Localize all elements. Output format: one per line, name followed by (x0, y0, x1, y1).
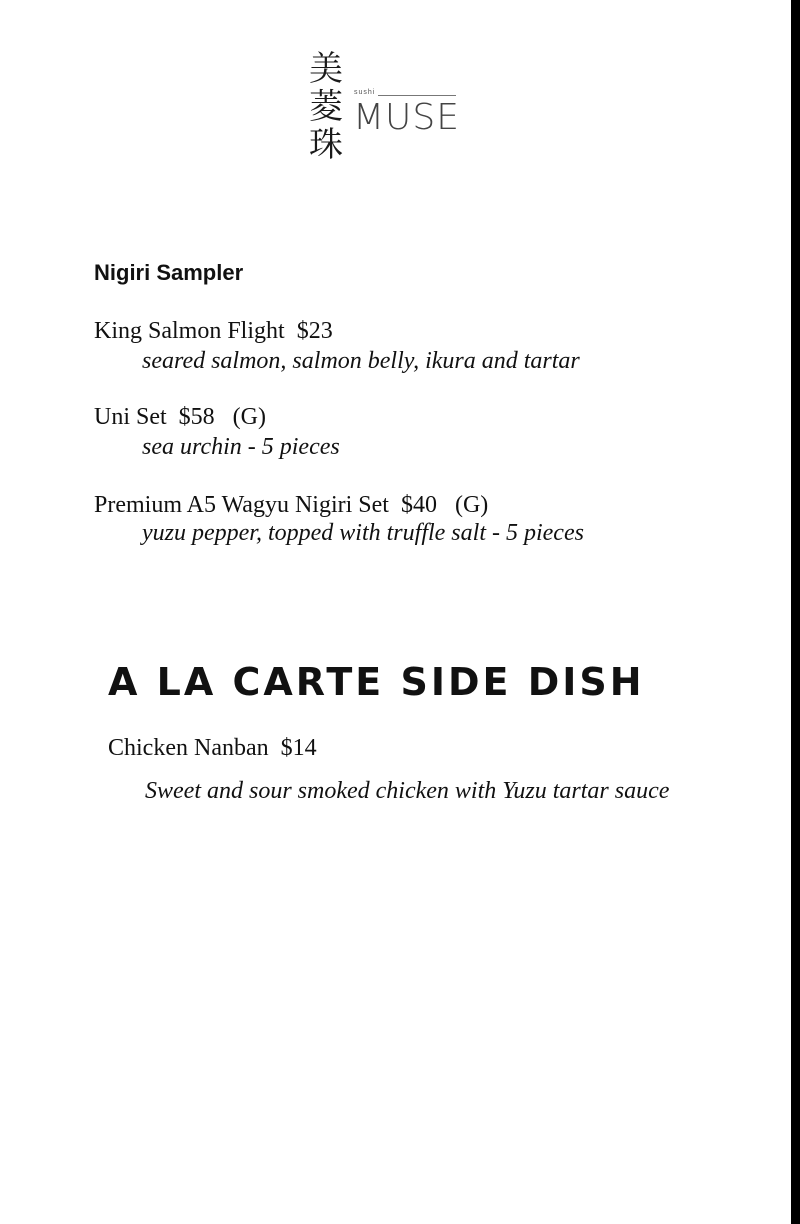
logo-kanji-char: 菱 (309, 87, 343, 127)
menu-item-description: sea urchin - 5 pieces (142, 434, 340, 460)
section-title-nigiri: Nigiri Sampler (94, 260, 244, 285)
page-edge-bar (791, 0, 800, 1224)
menu-item-description: seared salmon, salmon belly, ikura and tartar (142, 348, 580, 374)
menu-item-name: Uni Set $58 (G) (94, 404, 266, 430)
logo-small-text: sushi (354, 89, 376, 96)
menu-item (94, 316, 580, 376)
restaurant-logo (306, 50, 466, 170)
logo-kanji (306, 50, 346, 164)
menu-item (108, 732, 669, 806)
section-title-side-dish: A LA CARTE SIDE DISH (108, 660, 645, 704)
menu-item (94, 490, 584, 546)
menu-item-name: Chicken Nanban $14 (108, 735, 317, 761)
menu-item-description: yuzu pepper, topped with truffle salt - 5 pieces (142, 520, 584, 546)
menu-item (94, 402, 340, 462)
logo-kanji-char: 珠 (309, 125, 343, 165)
logo-rule (378, 95, 456, 96)
logo-kanji-char: 美 (309, 49, 343, 89)
menu-item-name: Premium A5 Wagyu Nigiri Set $40 (G) (94, 492, 489, 518)
logo-wordmark: MUSE (353, 97, 461, 138)
menu-item-name: King Salmon Flight $23 (94, 318, 333, 344)
menu-item-description: Sweet and sour smoked chicken with Yuzu tartar sauce (145, 778, 670, 804)
